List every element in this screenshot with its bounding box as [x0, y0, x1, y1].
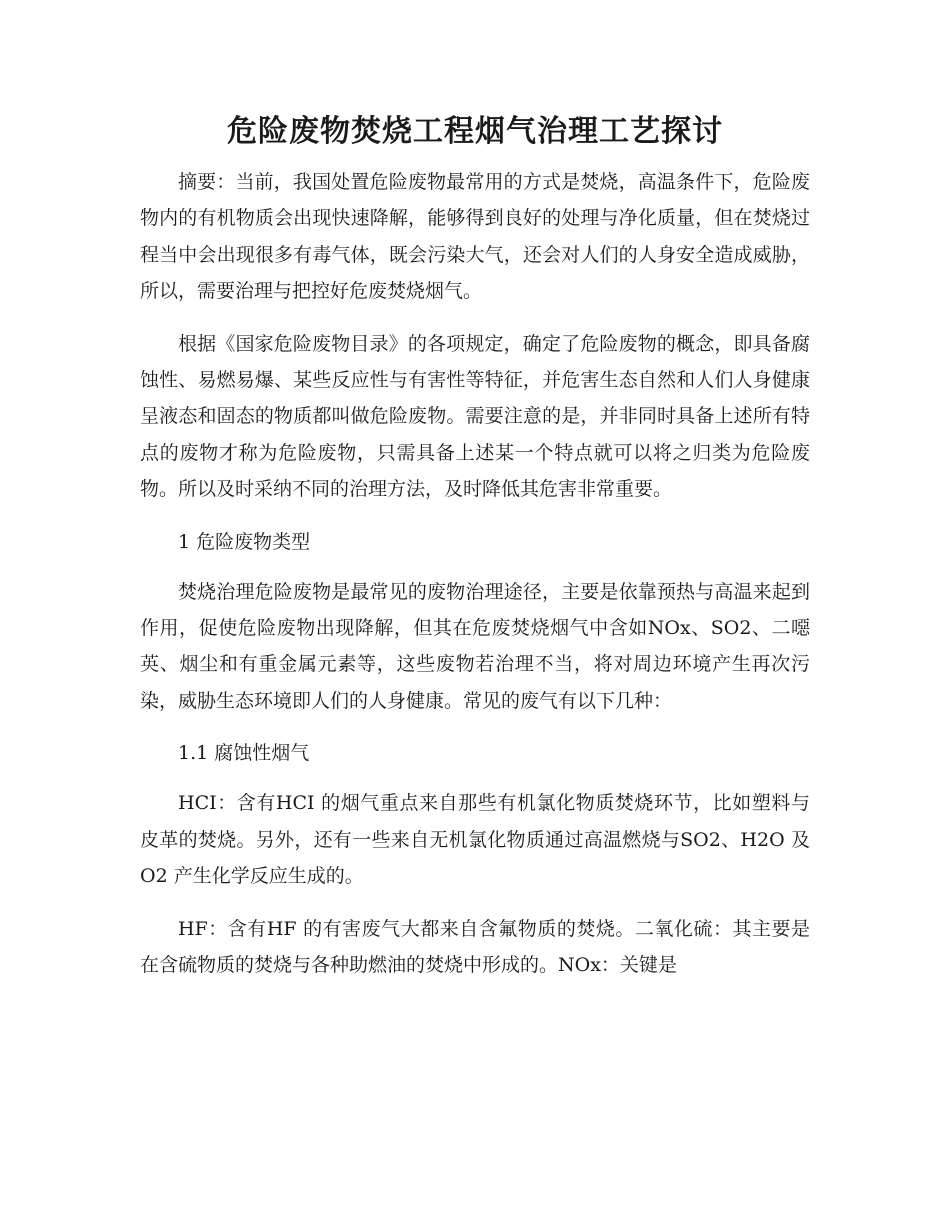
section-heading-1-1: 1.1 腐蚀性烟气 [178, 742, 310, 765]
document-title: 危险废物焚烧工程烟气治理工艺探讨 [227, 114, 723, 149]
section-1-paragraph: 焚烧治理危险废物是最常见的废物治理途径，主要是依靠预热与高温来起到作用，促使危险废物出现降解，但其在危废焚烧烟气中含如NOx、SO2、二噁英、烟尘和有重金属元素等，这些废物若治理不当，将对周边环境产生再次污染，威胁生态环境即人们的人身健康。常见的废气有以下几种： [140, 580, 810, 712]
definition-paragraph: 根据《国家危险废物目录》的各项规定，确定了危险废物的概念，即具备腐蚀性、易燃易爆、某些反应性与有害性等特征，并危害生态自然和人们人身健康呈液态和固态的物质都叫做危险废物。需要注意的是，并非同时具备上述所有特点的废物才称为危险废物，只需具备上述某一个特点就可以将之归类为危险废物。所以及时采纳不同的治理方法，及时降低其危害非常重要。 [140, 332, 810, 501]
hci-paragraph: HCI：含有HCI 的烟气重点来自那些有机氯化物质焚烧环节，比如塑料与皮革的焚烧。另外，还有一些来自无机氯化物质通过高温燃烧与SO2、H2O 及O2 产生化学反应生成的。 [140, 792, 810, 888]
hf-paragraph: HF：含有HF 的有害废气大都来自含氟物质的焚烧。二氧化硫：其主要是在含硫物质的焚烧与各种助燃油的焚烧中形成的。NOx：关键是 [140, 917, 810, 976]
section-heading-1: 1 危险废物类型 [178, 530, 311, 553]
abstract-paragraph: 摘要：当前，我国处置危险废物最常用的方式是焚烧，高温条件下，危险废物内的有机物质会出现快速降解，能够得到良好的处理与净化质量，但在焚烧过程当中会出现很多有毒气体，既会污染大气，还会对人们的人身安全造成威胁，所以，需要治理与把控好危废焚烧烟气。 [140, 171, 810, 303]
document-body [140, 164, 810, 999]
